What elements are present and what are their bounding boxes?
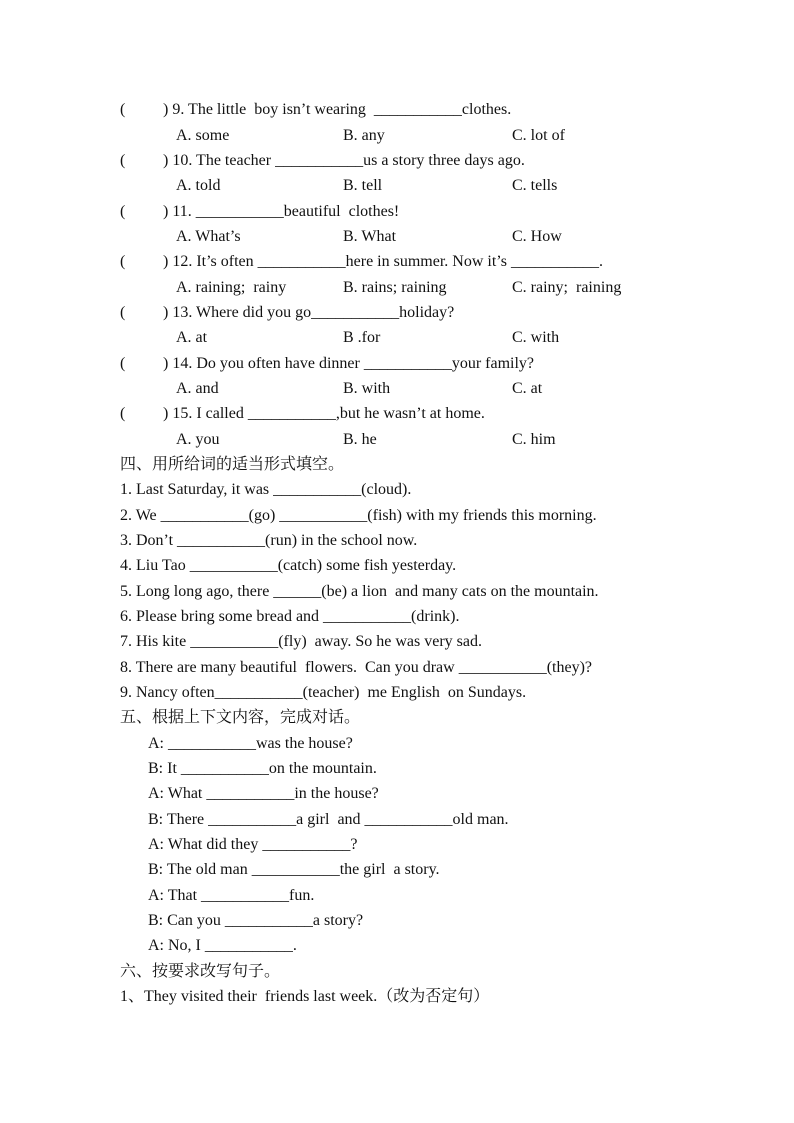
- dialogue-line-1: A: ___________was the house?: [148, 735, 353, 752]
- q15-option-a: A. you: [176, 431, 220, 448]
- q14-option-b: B. with: [343, 380, 391, 397]
- q10-stem: ) 10. The teacher ___________us a story three days ago.: [163, 152, 525, 169]
- q13-option-c: C. with: [512, 329, 560, 346]
- dialogue-line-6: B: The old man ___________the girl a story.: [148, 861, 440, 878]
- dialogue-line-2: B: It ___________on the mountain.: [148, 760, 377, 777]
- q14-option-a: A. and: [176, 380, 219, 397]
- q9-option-b: B. any: [343, 127, 385, 144]
- q10-paren: (: [120, 152, 126, 169]
- q11-stem: ) 11. ___________beautiful clothes!: [163, 203, 400, 220]
- dialogue-line-9: A: No, I ___________.: [148, 937, 297, 954]
- q12-paren: (: [120, 253, 126, 270]
- q11-paren: (: [120, 203, 126, 220]
- section4-item-4: 4. Liu Tao ___________(catch) some fish yesterday.: [120, 557, 457, 574]
- section4-item-2: 2. We ___________(go) ___________(fish) with my friends this morning.: [120, 507, 597, 524]
- q15-stem: ) 15. I called ___________,but he wasn’t at home.: [163, 405, 485, 422]
- section4-item-9: 9. Nancy often___________(teacher) me English on Sundays.: [120, 684, 527, 701]
- q11-option-c: C. How: [512, 228, 562, 245]
- q12-option-a: A. raining; rainy: [176, 279, 287, 296]
- dialogue-line-7: A: That ___________fun.: [148, 887, 315, 904]
- dialogue-line-4: B: There ___________a girl and ___________old man.: [148, 811, 509, 828]
- q11-option-b: B. What: [343, 228, 397, 245]
- q14-stem: ) 14. Do you often have dinner ___________your family?: [163, 355, 535, 372]
- q15-option-b: B. he: [343, 431, 377, 448]
- q13-paren: (: [120, 304, 126, 321]
- q9-option-c: C. lot of: [512, 127, 565, 144]
- dialogue-line-5: A: What did they ___________?: [148, 836, 358, 853]
- q13-stem: ) 13. Where did you go___________holiday?: [163, 304, 455, 321]
- section4-item-6: 6. Please bring some bread and ___________(drink).: [120, 608, 460, 625]
- q14-paren: (: [120, 355, 126, 372]
- section4-item-5: 5. Long long ago, there ______(be) a lion and many cats on the mountain.: [120, 583, 599, 600]
- section4-heading: 四、用所给词的适当形式填空。: [120, 456, 345, 473]
- q14-option-c: C. at: [512, 380, 543, 397]
- q12-option-b: B. rains; raining: [343, 279, 447, 296]
- q10-option-a: A. told: [176, 177, 221, 194]
- section4-item-8: 8. There are many beautiful flowers. Can you draw ___________(they)?: [120, 659, 593, 676]
- q12-stem: ) 12. It’s often ___________here in summer. Now it’s ___________.: [163, 253, 603, 270]
- section4-item-1: 1. Last Saturday, it was ___________(cloud).: [120, 481, 412, 498]
- q10-option-c: C. tells: [512, 177, 558, 194]
- q15-paren: (: [120, 405, 126, 422]
- section6-item-1: 1、They visited their friends last week.（改为否定句）: [120, 988, 490, 1005]
- dialogue-line-8: B: Can you ___________a story?: [148, 912, 364, 929]
- q13-option-b: B .for: [343, 329, 381, 346]
- section5-heading: 五、根据上下文内容，完成对话。: [120, 709, 361, 726]
- q10-option-b: B. tell: [343, 177, 383, 194]
- q9-option-a: A. some: [176, 127, 230, 144]
- q15-option-c: C. him: [512, 431, 556, 448]
- q9-stem: ) 9. The little boy isn’t wearing ___________clothes.: [163, 101, 512, 118]
- q11-option-a: A. What’s: [176, 228, 241, 245]
- section4-item-3: 3. Don’t ___________(run) in the school now.: [120, 532, 418, 549]
- dialogue-line-3: A: What ___________in the house?: [148, 785, 379, 802]
- section4-item-7: 7. His kite ___________(fly) away. So he was very sad.: [120, 633, 483, 650]
- q12-option-c: C. rainy; raining: [512, 279, 622, 296]
- q13-option-a: A. at: [176, 329, 208, 346]
- q9-paren: (: [120, 101, 126, 118]
- section6-heading: 六、按要求改写句子。: [120, 963, 281, 980]
